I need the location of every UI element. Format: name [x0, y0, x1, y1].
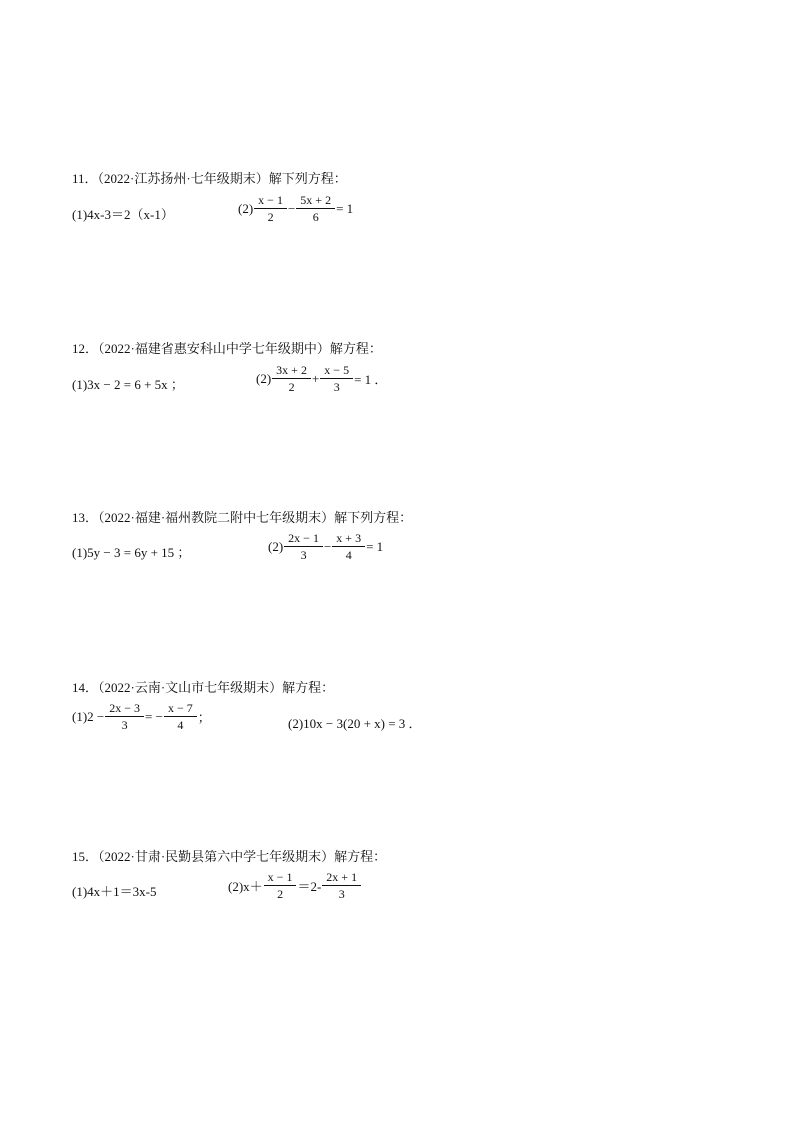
operator: − [287, 200, 296, 216]
fraction [334, 532, 363, 561]
problem-number: 12． [72, 341, 99, 356]
equals-negative: = − [145, 708, 163, 724]
operator: + [311, 370, 320, 386]
problem-stem [72, 846, 386, 865]
denominator: 3 [320, 378, 353, 393]
equation-part-1 [72, 881, 157, 900]
problem-stem [72, 168, 347, 187]
part-label: (2) [268, 538, 284, 554]
equation-text: (1)5y − 3 = 6y + 15 ； [72, 545, 191, 560]
denominator: 2 [254, 208, 287, 223]
denominator: 4 [164, 716, 197, 731]
numerator: 5x + 2 [300, 193, 332, 207]
fraction [166, 702, 195, 731]
denominator: 3 [284, 546, 323, 561]
fraction [266, 871, 295, 900]
numerator: x − 1 [258, 193, 283, 207]
numerator: x + 3 [336, 531, 362, 545]
numerator: x − 5 [324, 363, 350, 377]
part-label: (1)2 − [72, 708, 105, 724]
fraction [286, 532, 321, 561]
problem-source-instruction: （2022·甘肃·民勤县第六中学七年级期末）解方程： [98, 849, 387, 864]
fraction [256, 194, 285, 223]
problem-source-instruction: （2022·福建省惠安科山中学七年级期中）解方程： [98, 341, 382, 356]
equation-text: (1)4x-3＝2（x-1） [72, 207, 174, 222]
fraction [298, 194, 333, 223]
fraction [274, 364, 309, 393]
equation-part-1 [72, 702, 211, 731]
denominator: 3 [105, 716, 144, 731]
part-label: (2) [238, 200, 254, 216]
equation-part-1 [72, 374, 184, 393]
numerator: 2x − 3 [109, 701, 141, 715]
numerator: 3x + 2 [276, 363, 307, 377]
equation-part-2 [238, 194, 353, 223]
equation-tail: = 1 [366, 538, 384, 554]
equation-tail: = 1 ． [354, 372, 388, 387]
equals-two-minus: ＝2- [297, 879, 322, 894]
equation-tail: ； [197, 710, 211, 725]
fraction [322, 364, 351, 393]
problem-stem [72, 507, 412, 526]
denominator: 6 [296, 208, 335, 223]
problem-number: 14． [72, 680, 99, 695]
fraction [107, 702, 142, 731]
equation-part-2 [268, 532, 383, 561]
part-label: (2) [256, 370, 272, 386]
problem-source-instruction: （2022·福建·福州教院二附中七年级期末）解下列方程： [98, 510, 413, 525]
problem-source-instruction: （2022·云南·文山市七年级期末）解方程： [98, 680, 335, 695]
operator: − [323, 538, 332, 554]
equation-text: (1)3x − 2 = 6 + 5x ； [72, 377, 184, 392]
equation-text: (2)10x − 3(20 + x) = 3 ． [288, 716, 422, 731]
numerator: x − 7 [167, 701, 193, 715]
problem-stem [72, 677, 334, 696]
numerator: x − 1 [267, 870, 293, 884]
numerator: 2x + 1 [326, 870, 358, 884]
equation-part-2 [288, 713, 422, 732]
denominator: 3 [322, 885, 361, 900]
problem-number: 13． [72, 510, 99, 525]
fraction [324, 871, 359, 900]
equation-part-1 [72, 204, 174, 223]
denominator: 2 [264, 885, 297, 900]
equation-part-2 [256, 364, 387, 393]
problem-stem [72, 338, 382, 357]
problem-number: 15． [72, 849, 99, 864]
problem-source-instruction: （2022·江苏扬州·七年级期末）解下列方程： [97, 171, 347, 186]
equation-part-2 [228, 871, 362, 900]
denominator: 2 [272, 378, 311, 393]
equation-text: (1)4x＋1＝3x-5 [72, 884, 157, 899]
numerator: 2x − 1 [288, 531, 319, 545]
problem-number: 11． [72, 171, 98, 186]
equation-part-1 [72, 542, 190, 561]
part-label: (2)x＋ [228, 879, 263, 894]
denominator: 4 [332, 546, 365, 561]
equation-tail: = 1 [336, 200, 354, 216]
